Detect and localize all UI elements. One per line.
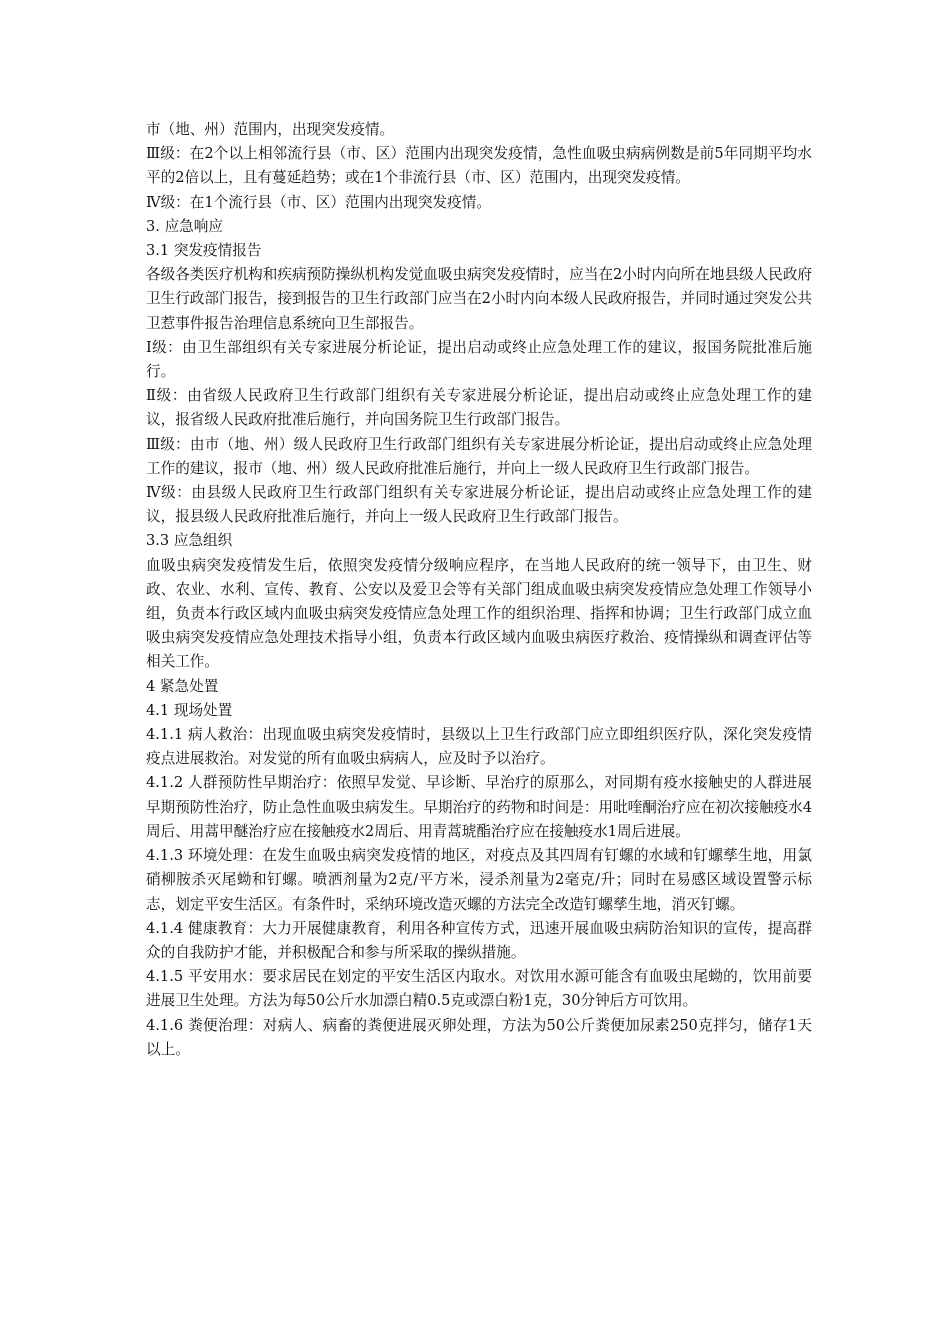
paragraph: 4.1.2 人群预防性早期治疗：依照早发觉、早诊断、早治疗的原那么，对同期有疫水接触史的人群进展早期预防性治疗，防止急性血吸虫病发生。早期治疗的药物和时间是：用吡喹酮治疗应在初次接触疫水4周后、用蒿甲醚治疗应在接触疫水2周后、用青蒿琥酯治疗应在接触疫水1周后进展。 (146, 774, 813, 840)
paragraph: Ⅲ级：在2个以上相邻流行县（市、区）范围内出现突发疫情，急性血吸虫病病例数是前5年同期平均水平的2倍以上，且有蔓延趋势；或在1个非流行县（市、区）范围内，出现突发疫情。 (146, 145, 812, 187)
paragraph: 4.1.5 平安用水：要求居民在划定的平安生活区内取水。对饮用水源可能含有血吸虫尾蚴的，饮用前要进展卫生处理。方法为每50公斤水加漂白精0.5克或漂白粉1克，30分钟后方可饮用。 (146, 968, 812, 1010)
subsection-heading: 3.1 突发疫情报告 (146, 242, 262, 260)
paragraph: 4.1.6 粪便治理：对病人、病畜的粪便进展灭卵处理，方法为50公斤粪便加尿素250克拌匀，储存1天以上。 (146, 1016, 812, 1058)
subsection-heading: 4.1 现场处置 (146, 701, 233, 719)
paragraph: 市（地、州）范围内，出现突发疫情。 (146, 121, 395, 138)
paragraph: Ⅰ级：由卫生部组织有关专家进展分析论证，提出启动或终止应急处理工作的建议，报国务院批准后施行。 (146, 338, 812, 381)
paragraph: Ⅳ级：在1个流行县（市、区）范围内出现突发疫情。 (146, 193, 491, 211)
paragraph: 各级各类医疗机构和疾病预防操纵机构发觉血吸虫病突发疫情时，应当在2小时内向所在地县级人民政府卫生行政部门报告，接到报告的卫生行政部门应当在2小时内向本级人民政府报告，并同时通过突发公共卫惹事件报告治理信息系统向卫生部报告。 (146, 266, 813, 332)
paragraph: 4.1.3 环境处理：在发生血吸虫病突发疫情的地区，对疫点及其四周有钉螺的水域和钉螺孳生地，用氯硝柳胺杀灭尾蚴和钉螺。喷洒剂量为2克/平方米，浸杀剂量为2毫克/升；同时在易感区域设置警示标志，划定平安生活区。有条件时，采纳环境改造灭螺的方法完全改造钉螺孳生地，消灭钉螺。 (146, 847, 812, 913)
paragraph: 血吸虫病突发疫情发生后，依照突发疫情分级响应程序，在当地人民政府的统一领导下，由卫生、财政、农业、水利、宣传、教育、公安以及爱卫会等有关部门组成血吸虫病突发疫情应急处理工作领导小组，负责本行政区域内血吸虫病突发疫情应急处理工作的组织治理、指挥和协调；卫生行政部门成立血吸虫病突发疫情应急处理技术指导小组，负责本行政区域内血吸虫病医疗救治、疫情操纵和调查评估等相关工作。 (146, 556, 812, 671)
subsection-heading: 3.3 应急组织 (146, 532, 233, 550)
paragraph: Ⅱ级：由省级人民政府卫生行政部门组织有关专家进展分析论证，提出启动或终止应急处理工作的建议，报省级人民政府批准后施行，并向国务院卫生行政部门报告。 (146, 387, 812, 429)
paragraph: Ⅳ级：由县级人民政府卫生行政部门组织有关专家进展分析论证，提出启动或终止应急处理工作的建议，报县级人民政府批准后施行，并向上一级人民政府卫生行政部门报告。 (146, 484, 812, 526)
paragraph: 4.1.4 健康教育：大力开展健康教育，利用各种宣传方式，迅速开展血吸虫病防治知识的宣传，提高群众的自我防护才能，并积极配合和参与所采取的操纵措施。 (146, 919, 812, 961)
paragraph: Ⅲ级：由市（地、州）级人民政府卫生行政部门组织有关专家进展分析论证，提出启动或终止应急处理工作的建议，报市（地、州）级人民政府批准后施行，并向上一级人民政府卫生行政部门报告。 (146, 435, 812, 477)
paragraph: 4.1.1 病人救治：出现血吸虫病突发疫情时，县级以上卫生行政部门应立即组织医疗队，深化突发疫情疫点进展救治。对发觉的所有血吸虫病病人，应及时予以治疗。 (146, 726, 812, 768)
section-heading: 3. 应急响应 (146, 217, 223, 235)
section-heading: 4 紧急处置 (146, 677, 219, 695)
document-body (146, 118, 812, 1062)
